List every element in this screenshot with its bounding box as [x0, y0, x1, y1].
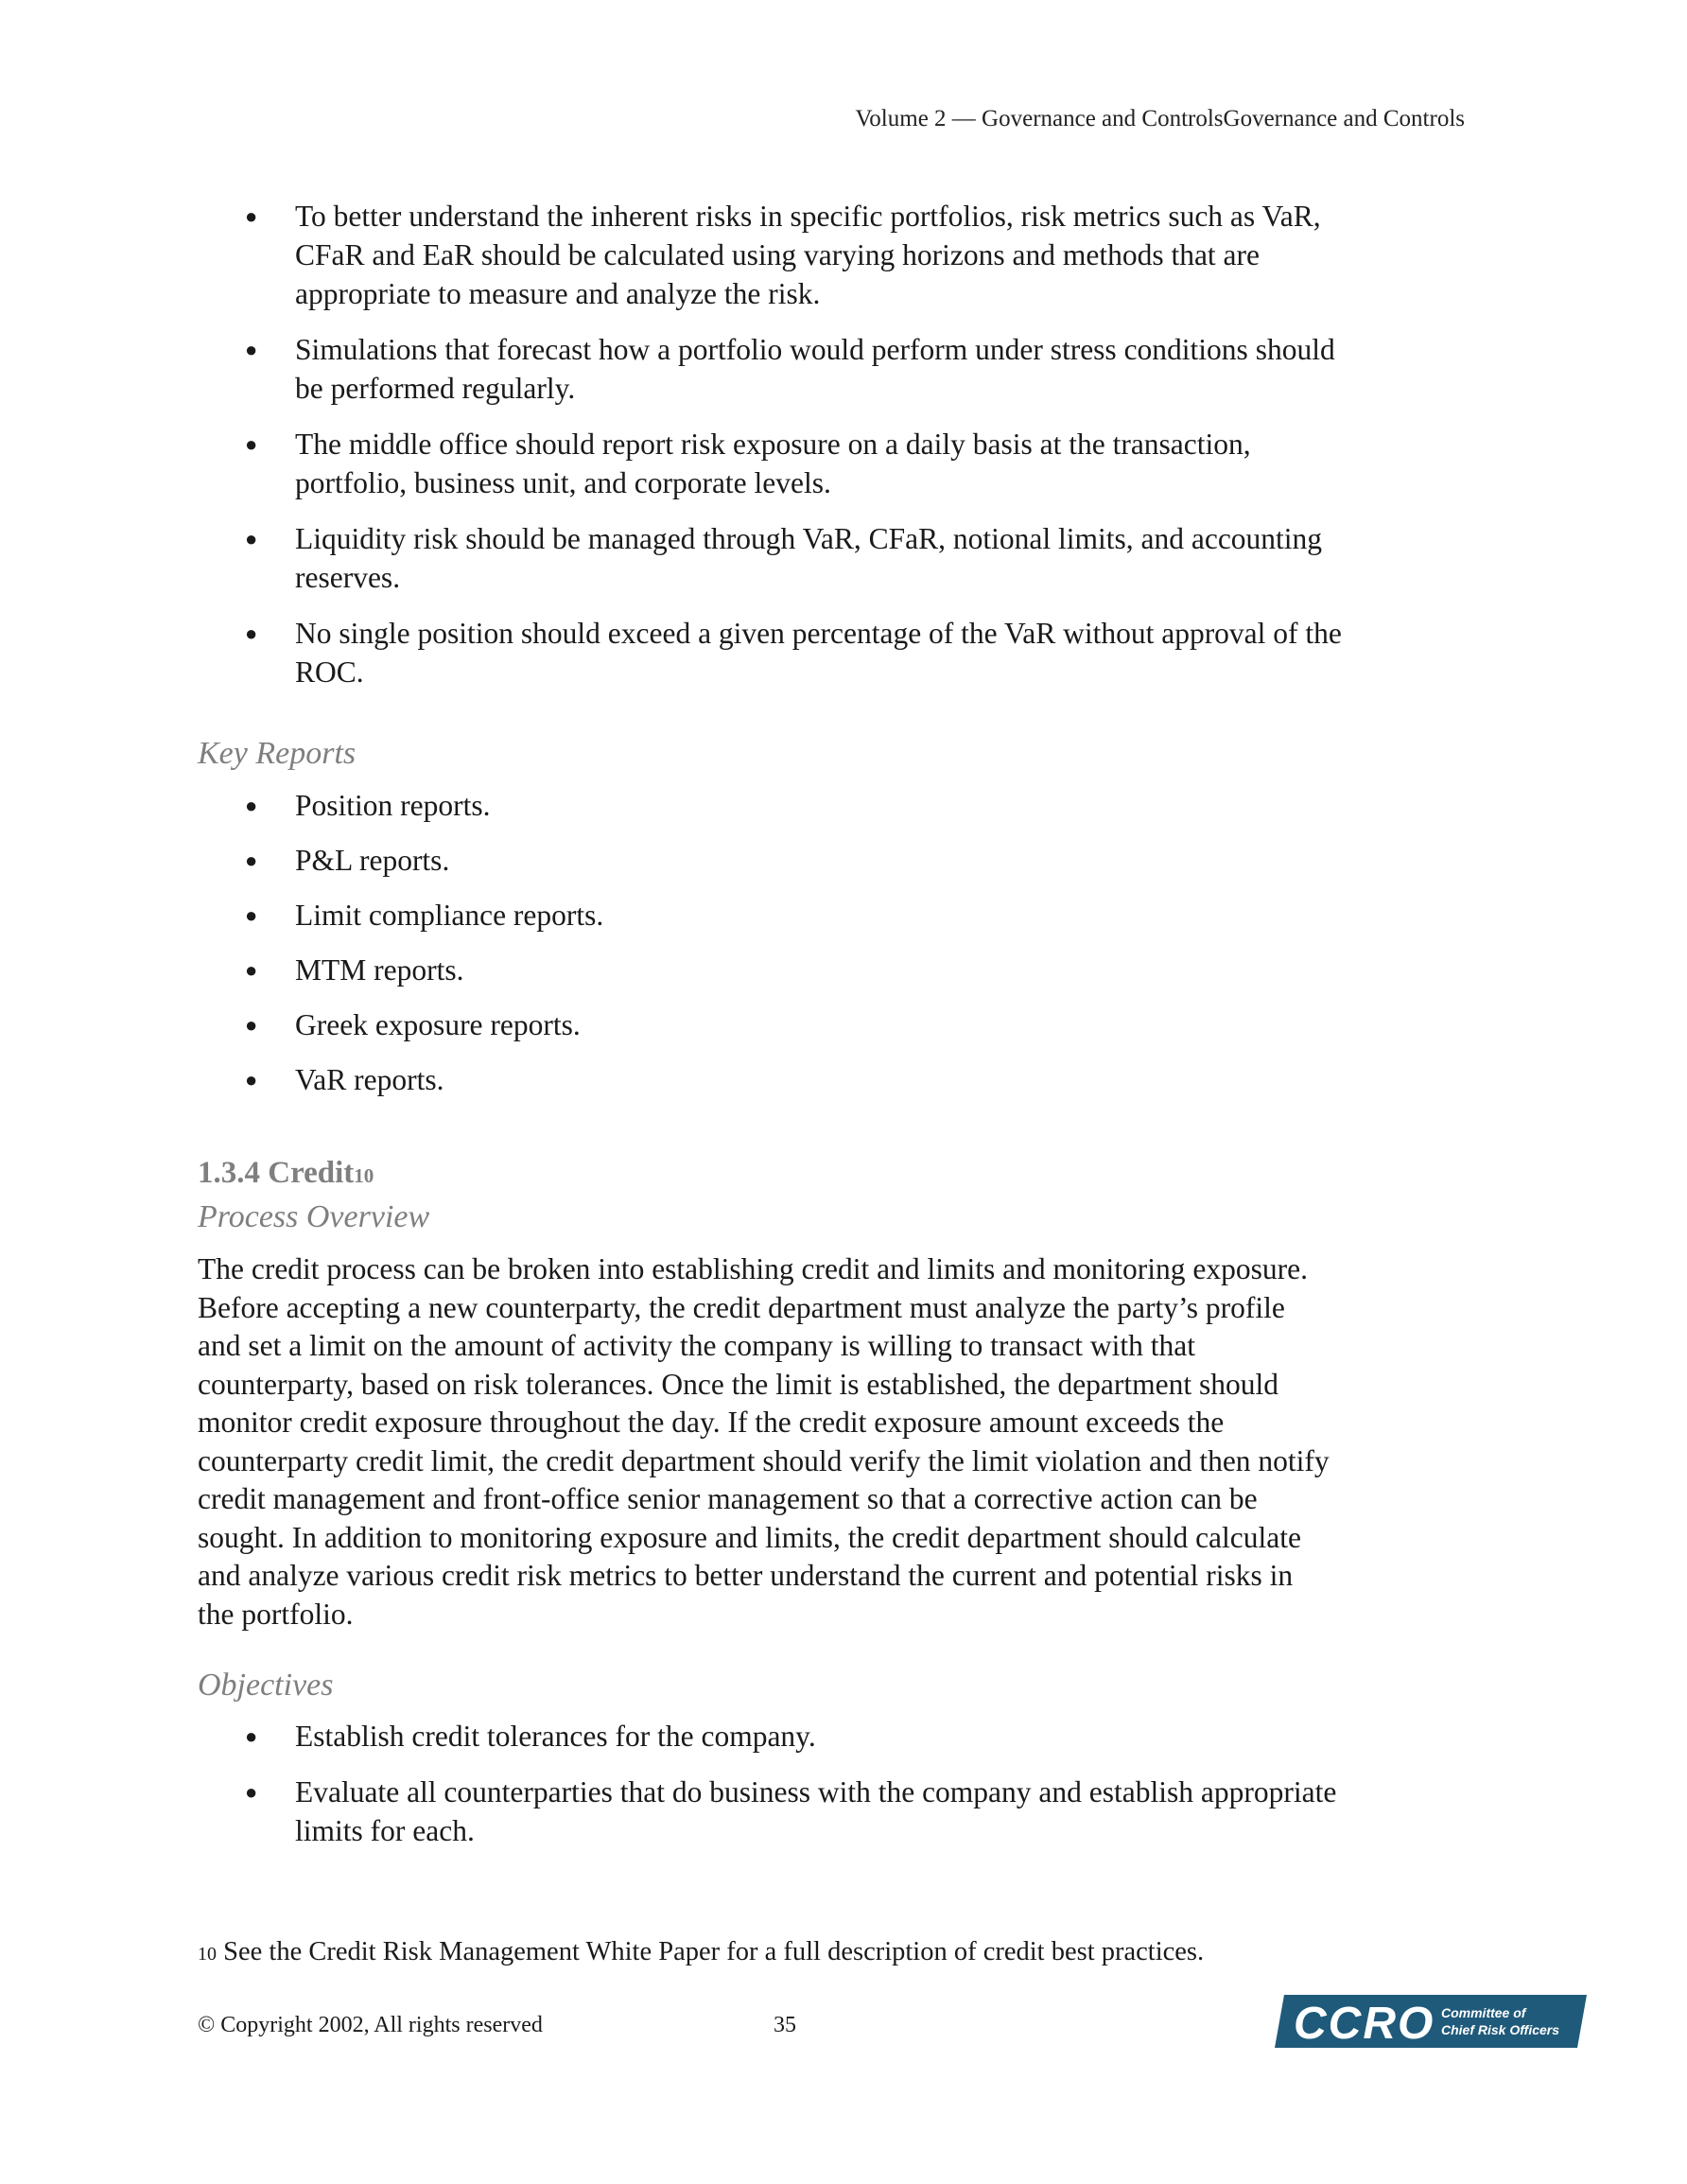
- paragraph-line: monitor credit exposure throughout the day. If the credit exposure amount exceeds the: [198, 1406, 1225, 1439]
- top-bullet-text-line: ROC.: [295, 655, 364, 689]
- paragraph-line: counterparty, based on risk tolerances. Once the limit is established, the department should: [198, 1367, 1279, 1401]
- footnote-text: See the Credit Risk Management White Paper for a full description of credit best practices.: [217, 1937, 1205, 1966]
- objective-text-line: Evaluate all counterparties that do business with the company and establish appropriate: [295, 1775, 1337, 1808]
- ccro-logo: [1275, 1995, 1587, 2048]
- key-report-text-line: Greek exposure reports.: [295, 1008, 581, 1041]
- top-bullet-text-line: To better understand the inherent risks in specific portfolios, risk metrics such as VaR,: [295, 200, 1321, 233]
- key-report-text-line: P&L reports.: [295, 844, 450, 877]
- paragraph-line: and set a limit on the amount of activity the company is willing to transact with that: [198, 1329, 1196, 1362]
- key-report-item: [198, 786, 1484, 825]
- key-report-item: [198, 1060, 1484, 1099]
- key-report-text-line: VaR reports.: [295, 1063, 444, 1096]
- top-bullet-item: [198, 197, 1484, 313]
- bullet-icon: ●: [245, 527, 258, 550]
- top-bullet-text-line: portfolio, business unit, and corporate levels.: [295, 466, 831, 499]
- top-bullet-list: [198, 197, 1484, 708]
- paragraph-line: and analyze various credit risk metrics to better understand the current and potential risks in: [198, 1559, 1294, 1592]
- bullet-icon: ●: [245, 1068, 258, 1092]
- section-heading: [198, 1156, 374, 1191]
- paragraph-line: the portfolio.: [198, 1597, 354, 1631]
- logo-subtext-line1: Committee of: [1441, 2005, 1526, 2020]
- process-overview-paragraph: [198, 1250, 1484, 1634]
- paragraph-line: sought. In addition to monitoring exposure and limits, the credit department should calculate: [198, 1520, 1301, 1554]
- footnote-reference: 10: [354, 1164, 374, 1187]
- paragraph-line: credit management and front-office senior management so that a corrective action can be: [198, 1482, 1258, 1515]
- paragraph-line: Before accepting a new counterparty, the credit department must analyze the party’s profile: [198, 1290, 1285, 1324]
- objective-text-line: Establish credit tolerances for the company.: [295, 1720, 816, 1753]
- key-report-text-line: Limit compliance reports.: [295, 899, 604, 932]
- key-report-item: [198, 951, 1484, 989]
- objectives-list: [198, 1717, 1484, 1867]
- paragraph-line: The credit process can be broken into establishing credit and limits and monitoring exposure.: [198, 1252, 1308, 1285]
- bullet-icon: ●: [245, 958, 258, 982]
- objective-item: [198, 1717, 1484, 1756]
- section-title: 1.3.4 Credit: [198, 1156, 355, 1190]
- bullet-icon: ●: [245, 903, 258, 927]
- bullet-icon: ●: [245, 621, 258, 645]
- bullet-icon: ●: [245, 338, 258, 361]
- logo-wordmark: CCRO: [1294, 1999, 1435, 2048]
- top-bullet-text-line: CFaR and EaR should be calculated using varying horizons and methods that are: [295, 238, 1261, 271]
- bullet-icon: ●: [245, 204, 258, 228]
- top-bullet-text-line: reserves.: [295, 561, 401, 594]
- top-bullet-text-line: appropriate to measure and analyze the risk.: [295, 277, 821, 310]
- key-reports-heading: Key Reports: [198, 736, 357, 771]
- key-report-item: [198, 1005, 1484, 1044]
- top-bullet-text-line: No single position should exceed a given percentage of the VaR without approval of the: [295, 617, 1342, 650]
- page-number: 35: [774, 2013, 796, 2037]
- bullet-icon: ●: [245, 1724, 258, 1748]
- key-report-text-line: MTM reports.: [295, 953, 464, 987]
- objective-text-line: limits for each.: [295, 1814, 475, 1847]
- footnote-number: 10: [198, 1944, 217, 1965]
- bullet-icon: ●: [245, 794, 258, 817]
- key-reports-list: [198, 786, 1484, 1115]
- top-bullet-text-line: Simulations that forecast how a portfolio would perform under stress conditions should: [295, 333, 1335, 366]
- bullet-icon: ●: [245, 432, 258, 456]
- top-bullet-item: [198, 519, 1484, 597]
- bullet-icon: ●: [245, 848, 258, 872]
- top-bullet-text-line: The middle office should report risk exposure on a daily basis at the transaction,: [295, 428, 1251, 461]
- top-bullet-item: [198, 425, 1484, 502]
- objective-item: [198, 1773, 1484, 1850]
- key-report-item: [198, 896, 1484, 935]
- running-header: Volume 2 — Governance and ControlsGovernance and Controls: [855, 106, 1465, 131]
- process-overview-heading: Process Overview: [198, 1199, 430, 1234]
- paragraph-line: counterparty credit limit, the credit department should verify the limit violation and then notify: [198, 1443, 1330, 1477]
- footnote: [198, 1937, 1204, 1967]
- copyright-notice: © Copyright 2002, All rights reserved: [198, 2013, 543, 2037]
- logo-subtext-line2: Chief Risk Officers: [1441, 2022, 1560, 2037]
- key-report-text-line: Position reports.: [295, 789, 491, 822]
- top-bullet-text-line: be performed regularly.: [295, 372, 576, 405]
- bullet-icon: ●: [245, 1780, 258, 1804]
- bullet-icon: ●: [245, 1013, 258, 1037]
- top-bullet-item: [198, 330, 1484, 408]
- top-bullet-item: [198, 614, 1484, 691]
- top-bullet-text-line: Liquidity risk should be managed through VaR, CFaR, notional limits, and accounting: [295, 522, 1323, 555]
- key-report-item: [198, 841, 1484, 880]
- objectives-heading: Objectives: [198, 1668, 334, 1703]
